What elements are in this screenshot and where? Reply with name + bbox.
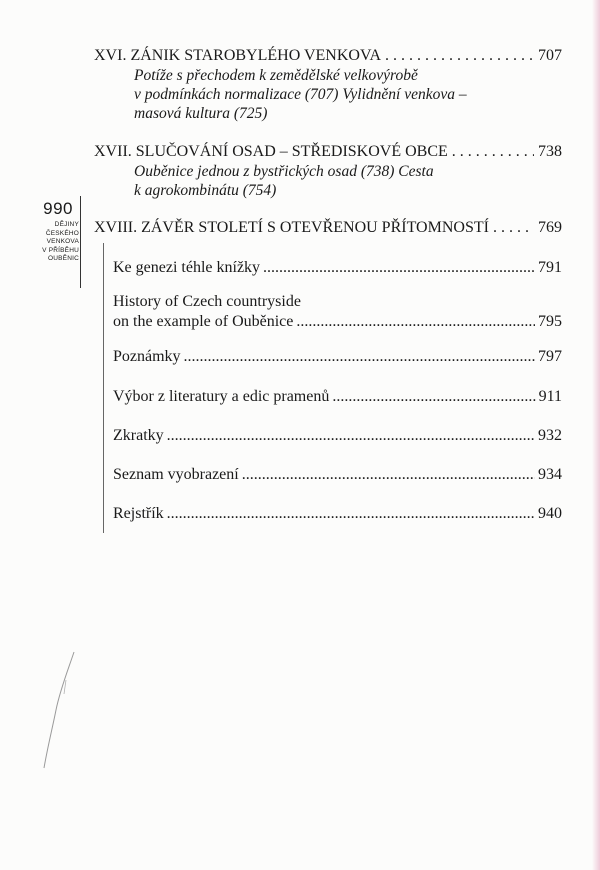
dot-leader bbox=[296, 312, 535, 332]
entry-title: Výbor z literatury a edic pramenů bbox=[113, 388, 330, 405]
entry-title: History of Czech countryside bbox=[113, 293, 301, 310]
entry-line bbox=[113, 426, 562, 446]
chapter-title: XVI. ZÁNIK STAROBYLÉHO VENKOVA bbox=[94, 47, 382, 64]
entry-line bbox=[113, 465, 562, 485]
entry-title: Rejstřík bbox=[113, 505, 164, 522]
page-edge-tint bbox=[592, 0, 600, 870]
folio bbox=[22, 200, 80, 264]
toc-entry-illustrations[interactable] bbox=[113, 465, 562, 485]
chapter-page: 769 bbox=[538, 219, 562, 236]
entry-page: 932 bbox=[538, 427, 562, 444]
entry-line bbox=[113, 347, 562, 367]
entry-title: Zkratky bbox=[113, 427, 164, 444]
toc-chapter-xviii[interactable] bbox=[94, 218, 562, 238]
chapter-title-row bbox=[94, 142, 562, 162]
chapter-subtopics bbox=[94, 66, 562, 123]
chapter-title-row bbox=[94, 46, 562, 66]
running-head-line: DĚJINY bbox=[54, 221, 79, 228]
entry-page: 791 bbox=[538, 259, 562, 276]
running-head-line: OUBĚNIC bbox=[47, 255, 79, 263]
running-head-line: ČESKÉHO bbox=[45, 229, 79, 237]
dot-leader bbox=[184, 347, 535, 367]
chapter-page: 738 bbox=[538, 143, 562, 160]
toc-entry-genesis[interactable] bbox=[113, 258, 562, 278]
subtopic-line: Ouběnice jednou z bystřických osad (738) Cesta bbox=[134, 163, 434, 180]
subtopic-line: v podmínkách normalizace (707) Vylidnění venkova – bbox=[134, 86, 467, 103]
chapter-title-row bbox=[94, 218, 562, 238]
toc-entry-english-summary[interactable] bbox=[113, 292, 562, 332]
toc-entry-abbreviations[interactable] bbox=[113, 426, 562, 446]
entry-page: 911 bbox=[538, 388, 562, 405]
running-head bbox=[22, 221, 79, 264]
entry-line bbox=[113, 387, 562, 407]
entry-title: on the example of Ouběnice bbox=[113, 313, 294, 330]
toc-chapter-xvi[interactable] bbox=[94, 46, 562, 123]
running-head-line: VENKOVA bbox=[46, 238, 79, 246]
entry-title: Ke genezi téhle knížky bbox=[113, 259, 261, 276]
entry-page: 797 bbox=[538, 348, 562, 365]
chapter-subtopics bbox=[94, 162, 562, 200]
dot-leader bbox=[167, 504, 535, 524]
pencil-mark bbox=[38, 650, 78, 770]
entry-page: 795 bbox=[538, 313, 562, 330]
entry-line bbox=[113, 504, 562, 524]
dot-leader bbox=[452, 142, 534, 162]
toc-entry-literature[interactable] bbox=[113, 387, 562, 407]
chapter-title: XVIII. ZÁVĚR STOLETÍ S OTEVŘENOU PŘÍTOMNOSTÍ bbox=[94, 219, 489, 236]
subtopic-line: k agrokombinátu (754) bbox=[134, 182, 277, 199]
dot-leader bbox=[242, 465, 535, 485]
dot-leader bbox=[167, 426, 535, 446]
folio-divider bbox=[80, 196, 81, 288]
dot-leader bbox=[263, 258, 535, 278]
entry-page: 940 bbox=[538, 505, 562, 522]
dot-leader bbox=[332, 387, 535, 407]
entry-title: Poznámky bbox=[113, 348, 181, 365]
chapter-title: XVII. SLUČOVÁNÍ OSAD – STŘEDISKOVÉ OBCE bbox=[94, 143, 448, 160]
entry-line bbox=[113, 258, 562, 278]
running-head-line: V PŘÍBĚHU bbox=[42, 246, 79, 254]
toc-entry-notes[interactable] bbox=[113, 347, 562, 367]
subtopic-line: Potíže s přechodem k zemědělské velkovýrobě bbox=[134, 67, 418, 84]
chapter-page: 707 bbox=[538, 47, 562, 64]
entry-page: 934 bbox=[538, 466, 562, 483]
entry-title: Seznam vyobrazení bbox=[113, 466, 239, 483]
dot-leader bbox=[493, 218, 534, 238]
page-number: 990 bbox=[43, 199, 73, 218]
back-matter-rule bbox=[103, 243, 104, 533]
entry-line bbox=[113, 312, 562, 332]
toc-entry-index[interactable] bbox=[113, 504, 562, 524]
toc-chapter-xvii[interactable] bbox=[94, 142, 562, 200]
subtopic-line: masová kultura (725) bbox=[134, 105, 268, 122]
dot-leader bbox=[385, 46, 534, 66]
